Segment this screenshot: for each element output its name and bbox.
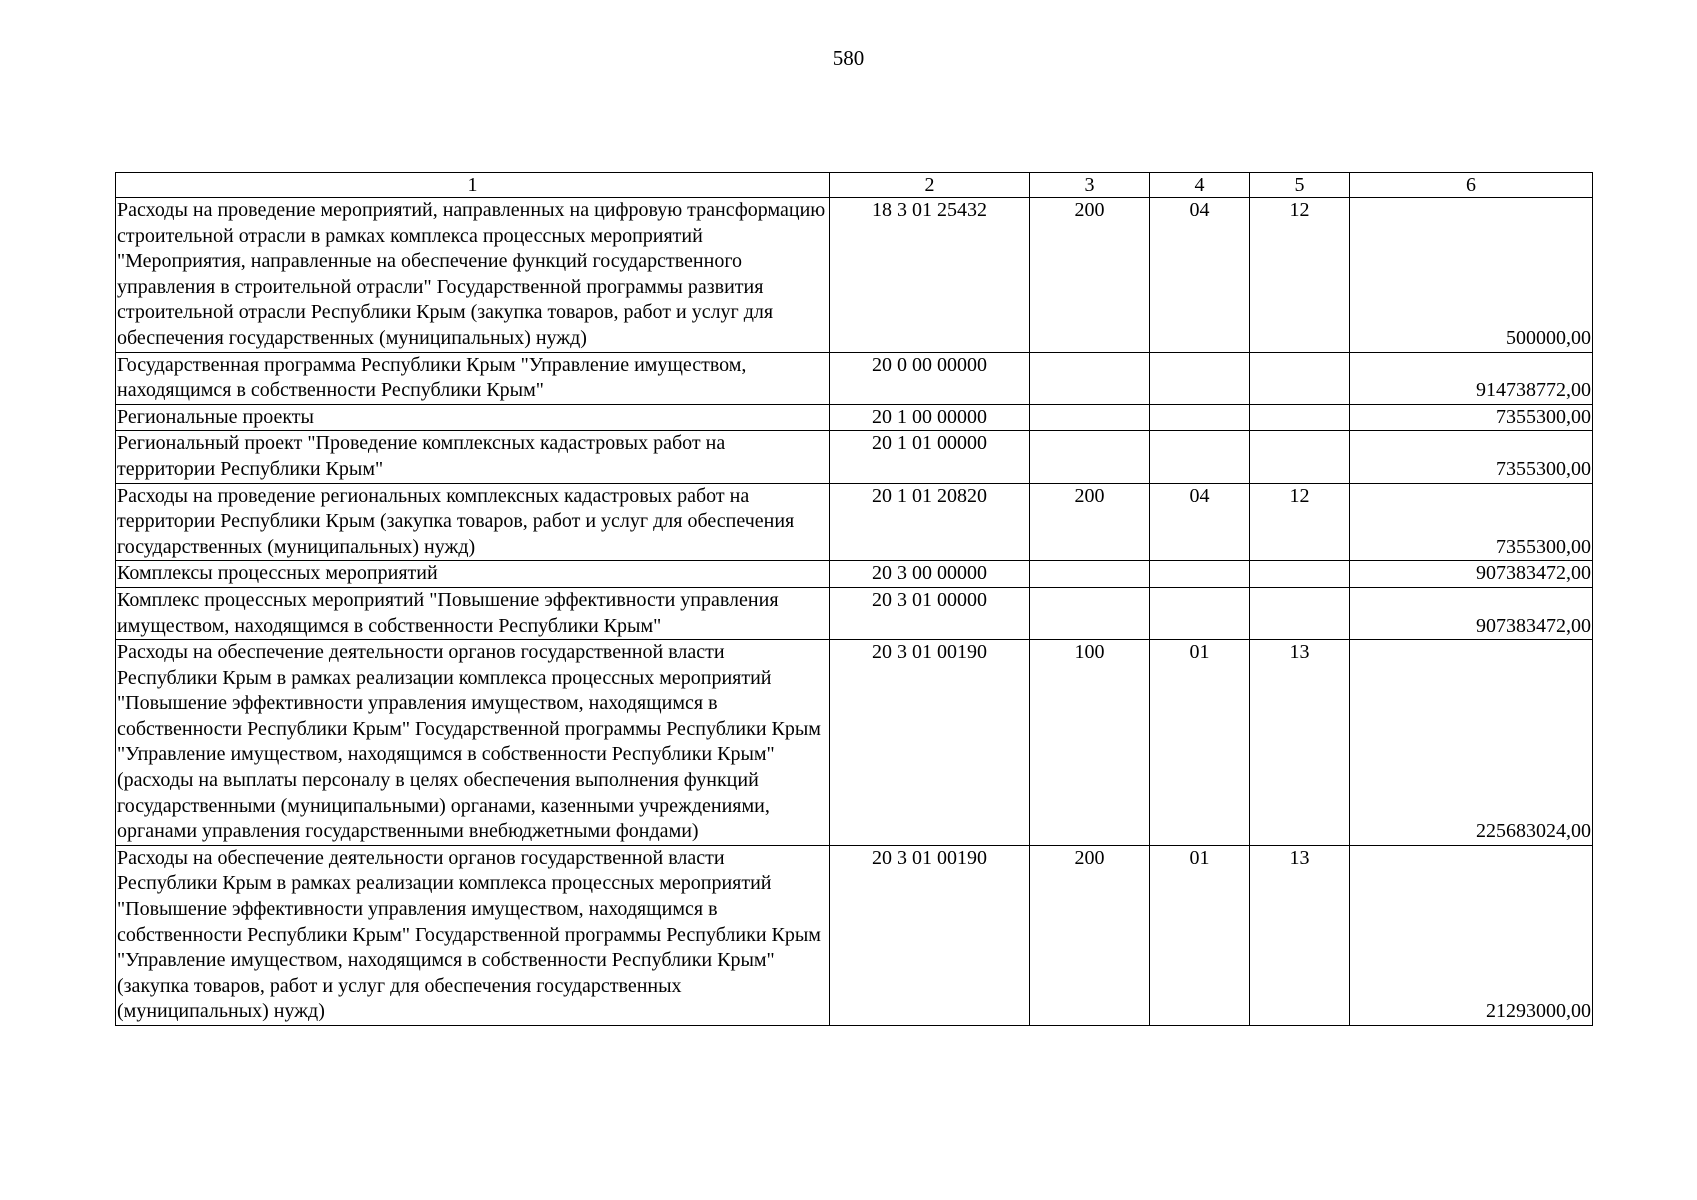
row-name: Комплексы процессных мероприятий [116,561,830,588]
row-expense-type [1030,561,1150,588]
table-row [116,561,1593,588]
row-subsection: 12 [1250,483,1350,561]
row-code: 20 3 01 00190 [830,845,1030,1025]
row-subsection [1250,587,1350,639]
table-row [116,483,1593,561]
row-name: Комплекс процессных мероприятий "Повышение эффективности управления имуществом, находящимся в собственности Республики Крым" [116,587,830,639]
table-row [116,431,1593,483]
row-name: Расходы на проведение мероприятий, направленных на цифровую трансформацию строительной отрасли в рамках комплекса процессных мероприятий "Мероприятия, направленные на обеспечение функций государственного управления в строительной отрасли" Государственной программы развития строительной отрасли Республики Крым (закупка товаров, работ и услуг для обеспечения государственных (муниципальных) нужд) [116,198,830,353]
table-row [116,640,1593,846]
row-expense-type: 200 [1030,198,1150,353]
row-sum: 500000,00 [1350,198,1593,353]
row-name: Расходы на обеспечение деятельности органов государственной власти Республики Крым в рамках реализации комплекса процессных мероприятий "Повышение эффективности управления имуществом, находящимся в собственности Республики Крым" Государственной программы Республики Крым "Управление имуществом, находящимся в собственности Республики Крым" (закупка товаров, работ и услуг для обеспечения государственных (муниципальных) нужд) [116,845,830,1025]
row-code: 20 3 00 00000 [830,561,1030,588]
row-expense-type [1030,404,1150,431]
row-name: Региональные проекты [116,404,830,431]
row-name: Расходы на проведение региональных комплексных кадастровых работ на территории Республики Крым (закупка товаров, работ и услуг для обеспечения государственных (муниципальных) нужд) [116,483,830,561]
column-header: 1 [116,173,830,198]
row-expense-type: 100 [1030,640,1150,846]
row-section [1150,561,1250,588]
row-code: 20 0 00 00000 [830,352,1030,404]
row-sum: 914738772,00 [1350,352,1593,404]
table-header-row [116,173,1593,198]
row-code: 18 3 01 25432 [830,198,1030,353]
row-subsection [1250,431,1350,483]
row-name: Государственная программа Республики Крым "Управление имуществом, находящимся в собственности Республики Крым" [116,352,830,404]
row-section [1150,404,1250,431]
row-subsection [1250,404,1350,431]
row-sum: 7355300,00 [1350,404,1593,431]
row-section: 04 [1150,198,1250,353]
row-sum: 907383472,00 [1350,561,1593,588]
column-header: 2 [830,173,1030,198]
row-subsection [1250,352,1350,404]
table-row [116,404,1593,431]
row-expense-type: 200 [1030,483,1150,561]
table-row [116,352,1593,404]
row-expense-type: 200 [1030,845,1150,1025]
budget-table [115,172,1593,1026]
row-section: 01 [1150,845,1250,1025]
row-section: 04 [1150,483,1250,561]
row-name: Расходы на обеспечение деятельности органов государственной власти Республики Крым в рамках реализации комплекса процессных мероприятий "Повышение эффективности управления имуществом, находящимся в собственности Республики Крым" Государственной программы Республики Крым "Управление имуществом, находящимся в собственности Республики Крым" (расходы на выплаты персоналу в целях обеспечения выполнения функций государственными (муниципальными) органами, казенными учреждениями, органами управления государственными внебюджетными фондами) [116,640,830,846]
row-section [1150,431,1250,483]
table-row [116,845,1593,1025]
row-subsection: 13 [1250,845,1350,1025]
row-sum: 907383472,00 [1350,587,1593,639]
row-expense-type [1030,587,1150,639]
column-header: 6 [1350,173,1593,198]
row-subsection: 12 [1250,198,1350,353]
page-number: 580 [832,46,865,70]
column-header: 5 [1250,173,1350,198]
row-code: 20 1 00 00000 [830,404,1030,431]
row-code: 20 1 01 00000 [830,431,1030,483]
row-name: Региональный проект "Проведение комплексных кадастровых работ на территории Республики Крым" [116,431,830,483]
row-expense-type [1030,352,1150,404]
table-row [116,198,1593,353]
column-header: 4 [1150,173,1250,198]
row-subsection: 13 [1250,640,1350,846]
row-expense-type [1030,431,1150,483]
row-section: 01 [1150,640,1250,846]
row-code: 20 3 01 00000 [830,587,1030,639]
row-subsection [1250,561,1350,588]
row-sum: 7355300,00 [1350,483,1593,561]
row-sum: 225683024,00 [1350,640,1593,846]
column-header: 3 [1030,173,1150,198]
row-code: 20 1 01 20820 [830,483,1030,561]
row-sum: 21293000,00 [1350,845,1593,1025]
row-section [1150,587,1250,639]
row-code: 20 3 01 00190 [830,640,1030,846]
table-row [116,587,1593,639]
row-section [1150,352,1250,404]
row-sum: 7355300,00 [1350,431,1593,483]
